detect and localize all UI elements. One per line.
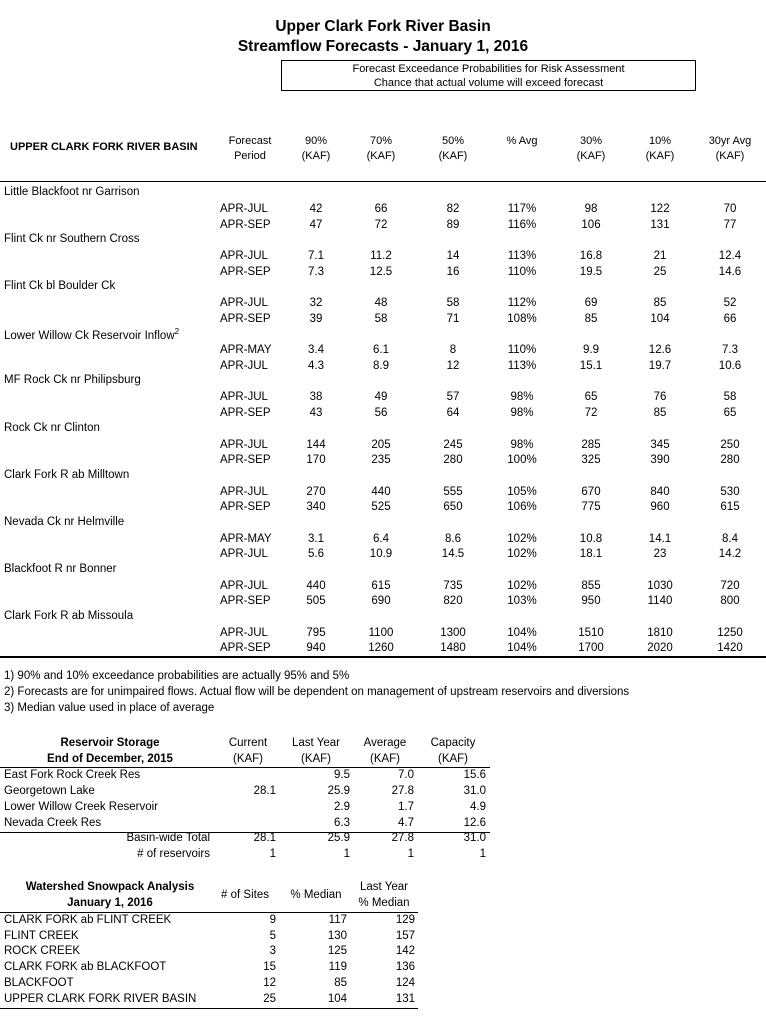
station-name — [4, 469, 129, 481]
reservoir-total-value: 28.1 — [253, 832, 276, 844]
reservoir-value: 6.3 — [334, 817, 350, 829]
column-header-unit: (KAF) — [715, 150, 745, 162]
forecast-value: 440 — [371, 485, 391, 498]
forecast-period: APR-SEP — [220, 406, 271, 419]
forecast-value: 66 — [723, 312, 737, 325]
column-header: 50% — [441, 135, 465, 147]
forecast-period: APR-SEP — [220, 642, 271, 655]
forecast-value: 775 — [581, 501, 601, 514]
forecast-period: APR-SEP — [220, 218, 271, 231]
forecast-value: 104% — [507, 626, 537, 639]
forecast-value: 14.1 — [648, 532, 672, 545]
forecast-value: 735 — [443, 579, 463, 592]
forecast-value: 104% — [507, 642, 537, 655]
reservoir-count-label: # of reservoirs — [137, 848, 210, 860]
forecast-value: 58 — [446, 297, 460, 310]
station-name-text: Lower Willow Ck Reservoir Inflow — [4, 330, 175, 343]
forecast-value: 98% — [510, 391, 534, 404]
snowpack-column-unit: % Median — [358, 897, 410, 909]
reservoir-value: 12.6 — [463, 817, 486, 829]
snowpack-value: 3 — [269, 945, 276, 958]
snowpack-value: 125 — [327, 945, 347, 958]
station-name — [4, 610, 133, 622]
snowpack-basin-name: ROCK CREEK — [4, 945, 81, 958]
forecast-value: 1420 — [717, 642, 743, 655]
snowpack-title: Watershed Snowpack Analysis — [25, 881, 195, 893]
forecast-value: 117% — [507, 203, 537, 215]
forecast-value: 89 — [446, 218, 460, 231]
reservoir-value: 15.6 — [463, 769, 486, 781]
snowpack-basin-name: UPPER CLARK FORK RIVER BASIN — [4, 992, 197, 1005]
forecast-value: 280 — [443, 454, 463, 466]
forecast-value: 52 — [723, 297, 737, 310]
forecast-value: 98 — [584, 203, 598, 215]
forecast-value: 820 — [443, 595, 463, 608]
forecast-value: 110% — [507, 265, 537, 278]
forecast-value: 650 — [443, 501, 463, 514]
forecast-period: APR-JUL — [220, 626, 268, 639]
reservoir-value: 25.9 — [327, 785, 350, 797]
reservoir-total-label: Basin-wide Total — [126, 832, 210, 844]
snowpack-basin-name: BLACKFOOT — [4, 976, 74, 989]
forecast-value: 615 — [371, 579, 391, 592]
forecast-value: 250 — [720, 438, 740, 451]
forecast-value: 960 — [650, 501, 670, 514]
forecast-value: 6.1 — [373, 344, 389, 357]
forecast-value: 1260 — [368, 642, 394, 655]
forecast-value: 800 — [720, 595, 740, 608]
forecast-period: APR-JUL — [220, 359, 268, 372]
column-header: 30yr Avg — [708, 135, 752, 147]
forecast-value: 102% — [507, 532, 537, 545]
column-header: 10% — [648, 135, 672, 147]
forecast-value: 530 — [720, 485, 740, 498]
forecast-value: 116% — [507, 218, 537, 231]
snowpack-column-header: Last Year — [360, 881, 408, 893]
forecast-value: 122 — [650, 203, 670, 215]
forecast-value: 14 — [446, 250, 460, 263]
forecast-value: 1700 — [578, 642, 604, 655]
forecast-period: APR-JUL — [220, 297, 268, 310]
forecast-value: 58 — [723, 391, 737, 404]
reservoir-value: 4.7 — [398, 817, 414, 829]
forecast-value: 106% — [507, 501, 537, 514]
forecast-value: 144 — [306, 438, 326, 451]
forecast-value: 113% — [507, 359, 537, 372]
forecast-value: 25 — [653, 265, 667, 278]
forecast-value: 72 — [374, 218, 388, 231]
forecast-value: 440 — [306, 579, 326, 592]
forecast-value: 7.3 — [308, 265, 324, 278]
forecast-value: 270 — [306, 485, 326, 498]
forecast-value: 670 — [581, 485, 601, 498]
probability-box — [281, 60, 696, 91]
forecast-value: 840 — [650, 485, 670, 498]
reservoir-header-rule — [0, 767, 490, 768]
reservoir-count-value: 1 — [407, 848, 414, 860]
forecast-value: 1300 — [440, 626, 466, 639]
forecast-value: 795 — [306, 626, 326, 639]
reservoir-count-value: 1 — [269, 848, 276, 860]
forecast-value: 1810 — [647, 626, 673, 639]
forecast-value: 85 — [653, 406, 667, 419]
column-header: % Avg — [506, 135, 538, 147]
station-name-text: MF Rock Ck nr Philipsburg — [4, 374, 141, 387]
reservoir-count-value: 1 — [343, 848, 350, 860]
forecast-value: 170 — [306, 454, 326, 466]
forecast-value: 57 — [446, 391, 460, 404]
forecast-value: 16 — [446, 265, 460, 278]
forecast-value: 65 — [584, 391, 598, 404]
forecast-value: 12.4 — [718, 250, 742, 263]
forecast-value: 6.4 — [373, 532, 389, 545]
forecast-period: APR-SEP — [220, 265, 271, 278]
forecast-value: 76 — [653, 391, 667, 404]
reservoir-column-header: Current — [228, 737, 268, 749]
snowpack-header-rule — [0, 912, 418, 913]
station-name-text: Flint Ck nr Southern Cross — [4, 233, 140, 246]
forecast-period: APR-JUL — [220, 485, 268, 498]
reservoir-total-value: 31.0 — [463, 832, 486, 844]
forecast-value: 855 — [581, 579, 601, 592]
forecast-value: 1510 — [578, 626, 604, 639]
forecast-period: APR-JUL — [220, 391, 268, 404]
snowpack-basin-name: CLARK FORK ab BLACKFOOT — [4, 961, 167, 974]
forecast-value: 1140 — [647, 595, 673, 608]
forecast-value: 85 — [653, 297, 667, 310]
forecast-value: 12 — [446, 359, 460, 372]
forecast-value: 4.3 — [308, 359, 324, 372]
forecast-value: 8.4 — [722, 532, 738, 545]
forecast-value: 950 — [581, 595, 601, 608]
column-header-unit: (KAF) — [576, 150, 606, 162]
forecast-value: 21 — [653, 250, 667, 263]
forecast-value: 56 — [374, 406, 388, 419]
forecast-value: 12.5 — [369, 265, 393, 278]
forecast-period: APR-MAY — [220, 344, 272, 357]
snowpack-value: 124 — [395, 976, 415, 989]
forecast-value: 345 — [650, 438, 670, 451]
station-name — [4, 516, 124, 528]
forecast-value: 102% — [507, 548, 537, 561]
forecast-value: 69 — [584, 297, 598, 310]
reservoir-column-header: Capacity — [430, 737, 476, 749]
station-name-text: Little Blackfoot nr Garrison — [4, 186, 140, 198]
forecast-value: 8.9 — [373, 359, 389, 372]
reservoir-column-header: Average — [363, 737, 407, 749]
forecast-period: APR-JUL — [220, 250, 268, 263]
station-name — [4, 374, 141, 386]
snowpack-value: 25 — [263, 992, 276, 1005]
forecast-value: 1100 — [368, 626, 394, 639]
snowpack-bottom-rule — [0, 1008, 418, 1009]
footnote: 2) Forecasts are for unimpaired flows. Actual flow will be dependent on management of upstream reservoirs and diversions — [4, 686, 630, 698]
forecast-value: 235 — [371, 454, 391, 466]
forecast-value: 102% — [507, 579, 537, 592]
forecast-value: 505 — [306, 595, 326, 608]
footnote-marker: 2 — [174, 327, 180, 337]
reservoir-subtitle: End of December, 2015 — [47, 753, 173, 765]
snowpack-subtitle: January 1, 2016 — [67, 897, 153, 909]
snowpack-basin-name: CLARK FORK ab FLINT CREEK — [4, 914, 172, 926]
forecast-value: 940 — [306, 642, 326, 655]
forecast-value: 245 — [443, 438, 463, 451]
station-name-text: Blackfoot R nr Bonner — [4, 562, 117, 575]
reservoir-name: Georgetown Lake — [4, 785, 95, 797]
forecast-value: 8 — [449, 344, 457, 357]
forecast-value: 10.9 — [369, 548, 393, 561]
forecast-value: 14.6 — [718, 265, 742, 278]
forecast-period: APR-SEP — [220, 454, 271, 466]
forecast-value: 48 — [374, 297, 388, 310]
column-header: 30% — [579, 135, 603, 147]
reservoir-column-unit: (KAF) — [300, 753, 332, 765]
forecast-value: 103% — [507, 595, 537, 608]
reservoir-title: Reservoir Storage — [60, 737, 160, 749]
reservoir-column-unit: (KAF) — [437, 753, 469, 765]
station-name — [4, 563, 117, 575]
reservoir-value: 31.0 — [463, 785, 486, 797]
snowpack-value: 157 — [395, 929, 415, 942]
forecast-value: 47 — [309, 218, 323, 231]
forecast-value: 18.1 — [579, 548, 603, 561]
snowpack-value: 119 — [328, 961, 347, 974]
forecast-value: 32 — [309, 297, 323, 310]
forecast-period: APR-JUL — [220, 579, 268, 592]
forecast-value: 98% — [510, 438, 534, 451]
column-header: 70% — [369, 135, 393, 147]
probability-box-line2: Chance that actual volume will exceed forecast — [373, 77, 604, 89]
forecast-period: APR-SEP — [220, 595, 271, 608]
reservoir-value: 9.5 — [334, 769, 350, 781]
reservoir-name: East Fork Rock Creek Res — [4, 769, 141, 781]
snowpack-value: 85 — [334, 976, 347, 989]
station-name — [4, 280, 115, 292]
forecast-value: 14.2 — [718, 548, 742, 561]
station-name — [4, 327, 179, 342]
forecast-value: 65 — [723, 406, 737, 419]
station-name-text: Clark Fork R ab Missoula — [4, 609, 134, 622]
forecast-value: 19.7 — [648, 359, 672, 372]
reservoir-column-header: Last Year — [292, 737, 340, 749]
forecast-value: 19.5 — [579, 265, 603, 278]
forecast-value: 70 — [723, 203, 737, 215]
snowpack-column-header: % Median — [290, 889, 342, 901]
forecast-value: 77 — [723, 218, 737, 231]
forecast-value: 106 — [581, 218, 601, 231]
snowpack-value: 5 — [269, 929, 276, 942]
station-name-text: Rock Ck nr Clinton — [4, 421, 100, 434]
forecast-value: 42 — [309, 203, 323, 215]
reservoir-value: 1.7 — [398, 801, 414, 813]
column-header-unit: (KAF) — [645, 150, 675, 162]
table-bottom-rule — [0, 656, 766, 658]
page-subtitle: Streamflow Forecasts - January 1, 2016 — [237, 38, 529, 55]
forecast-value: 8.6 — [445, 532, 461, 545]
snowpack-value: 131 — [395, 992, 415, 1005]
column-header: 90% — [304, 135, 328, 147]
forecast-value: 98% — [510, 406, 534, 419]
forecast-value: 23 — [653, 548, 667, 561]
reservoir-value: 2.9 — [334, 801, 350, 813]
station-name-text: Nevada Ck nr Helmville — [4, 515, 125, 528]
reservoir-total-value: 25.9 — [327, 832, 350, 844]
forecast-value: 1250 — [717, 626, 743, 639]
forecast-value: 205 — [371, 438, 391, 451]
reservoir-value: 27.8 — [391, 785, 414, 797]
station-name-text: Flint Ck bl Boulder Ck — [4, 280, 116, 293]
forecast-value: 10.8 — [579, 532, 603, 545]
snowpack-basin-name: FLINT CREEK — [4, 929, 79, 942]
snowpack-value: 9 — [269, 914, 276, 926]
forecast-value: 16.8 — [579, 250, 603, 263]
forecast-period: APR-SEP — [220, 312, 271, 325]
snowpack-value: 130 — [327, 929, 347, 942]
forecast-value: 110% — [507, 344, 537, 357]
forecast-value: 105% — [507, 485, 537, 498]
forecast-value: 720 — [720, 579, 740, 592]
footnote: 1) 90% and 10% exceedance probabilities are actually 95% and 5% — [4, 670, 350, 682]
forecast-value: 71 — [446, 312, 460, 325]
snowpack-value: 12 — [263, 976, 276, 989]
forecast-value: 15.1 — [579, 359, 603, 372]
forecast-value: 280 — [720, 454, 740, 466]
forecast-value: 58 — [374, 312, 388, 325]
probability-box-line1: Forecast Exceedance Probabilities for Risk Assessment — [352, 63, 625, 75]
forecast-value: 1480 — [440, 642, 466, 655]
forecast-value: 38 — [309, 391, 323, 404]
forecast-value: 131 — [650, 218, 670, 231]
station-name — [4, 186, 140, 198]
forecast-value: 1030 — [647, 579, 673, 592]
snowpack-value: 142 — [395, 945, 415, 958]
footnote: 3) Median value used in place of average — [4, 702, 215, 714]
forecast-value: 7.3 — [722, 344, 738, 357]
forecast-period: APR-JUL — [220, 203, 268, 215]
forecast-value: 285 — [581, 438, 601, 451]
basin-label: UPPER CLARK FORK RIVER BASIN — [10, 141, 198, 153]
forecast-period: APR-MAY — [220, 532, 272, 545]
forecast-value: 82 — [446, 203, 460, 215]
reservoir-count-value: 1 — [479, 848, 486, 860]
station-name — [4, 233, 140, 245]
forecast-value: 555 — [443, 485, 463, 498]
reservoir-column-unit: (KAF) — [369, 753, 401, 765]
reservoir-value: 28.1 — [253, 785, 276, 797]
column-header-unit: (KAF) — [366, 150, 396, 162]
forecast-value: 72 — [584, 406, 598, 419]
forecast-value: 10.6 — [718, 359, 742, 372]
snowpack-value: 136 — [395, 961, 415, 974]
forecast-value: 66 — [374, 203, 388, 215]
forecast-value: 108% — [507, 312, 537, 325]
forecast-value: 340 — [306, 501, 326, 514]
snowpack-value: 15 — [263, 961, 276, 974]
forecast-value: 64 — [446, 406, 460, 419]
forecast-value: 11.2 — [370, 250, 392, 263]
snowpack-value: 129 — [395, 914, 415, 926]
column-header-unit: (KAF) — [438, 150, 468, 162]
forecast-value: 85 — [584, 312, 598, 325]
snowpack-value: 117 — [328, 914, 347, 926]
forecast-value: 690 — [371, 595, 391, 608]
column-header-unit: (KAF) — [301, 150, 331, 162]
reservoir-value: 4.9 — [470, 801, 486, 813]
forecast-value: 5.6 — [308, 548, 324, 561]
snowpack-value: 104 — [327, 992, 347, 1005]
station-name — [4, 422, 100, 434]
forecast-value: 3.1 — [308, 532, 324, 545]
page-title: Upper Clark Fork River Basin — [275, 18, 491, 35]
forecast-value: 100% — [507, 454, 537, 466]
forecast-value: 7.1 — [308, 250, 324, 263]
forecast-value: 3.4 — [308, 344, 324, 357]
station-name-text: Clark Fork R ab Milltown — [4, 468, 130, 481]
forecast-value: 525 — [371, 501, 391, 514]
forecast-value: 39 — [309, 312, 323, 325]
forecast-value: 14.5 — [441, 548, 465, 561]
reservoir-value: 7.0 — [398, 769, 414, 781]
reservoir-name: Lower Willow Creek Reservoir — [4, 801, 159, 813]
forecast-period: APR-SEP — [220, 501, 271, 514]
forecast-value: 43 — [309, 406, 323, 419]
forecast-value: 104 — [650, 312, 670, 325]
forecast-value: 325 — [581, 454, 601, 466]
forecast-value: 615 — [720, 501, 740, 514]
reservoir-column-unit: (KAF) — [232, 753, 264, 765]
column-header-unit: Period — [234, 150, 266, 162]
forecast-value: 390 — [650, 454, 670, 466]
forecast-value: 9.9 — [583, 344, 599, 357]
forecast-value: 12.6 — [648, 344, 672, 357]
forecast-value: 2020 — [647, 642, 673, 655]
snowpack-column-header: # of Sites — [221, 889, 269, 901]
forecast-value: 112% — [507, 297, 537, 310]
forecast-value: 113% — [507, 250, 537, 263]
reservoir-name: Nevada Creek Res — [4, 817, 102, 829]
forecast-period: APR-JUL — [220, 548, 268, 561]
forecast-value: 49 — [374, 391, 388, 404]
forecast-period: APR-JUL — [220, 438, 268, 451]
header-rule — [0, 181, 766, 182]
reservoir-total-value: 27.8 — [391, 832, 414, 844]
column-header: Forecast — [228, 135, 272, 147]
